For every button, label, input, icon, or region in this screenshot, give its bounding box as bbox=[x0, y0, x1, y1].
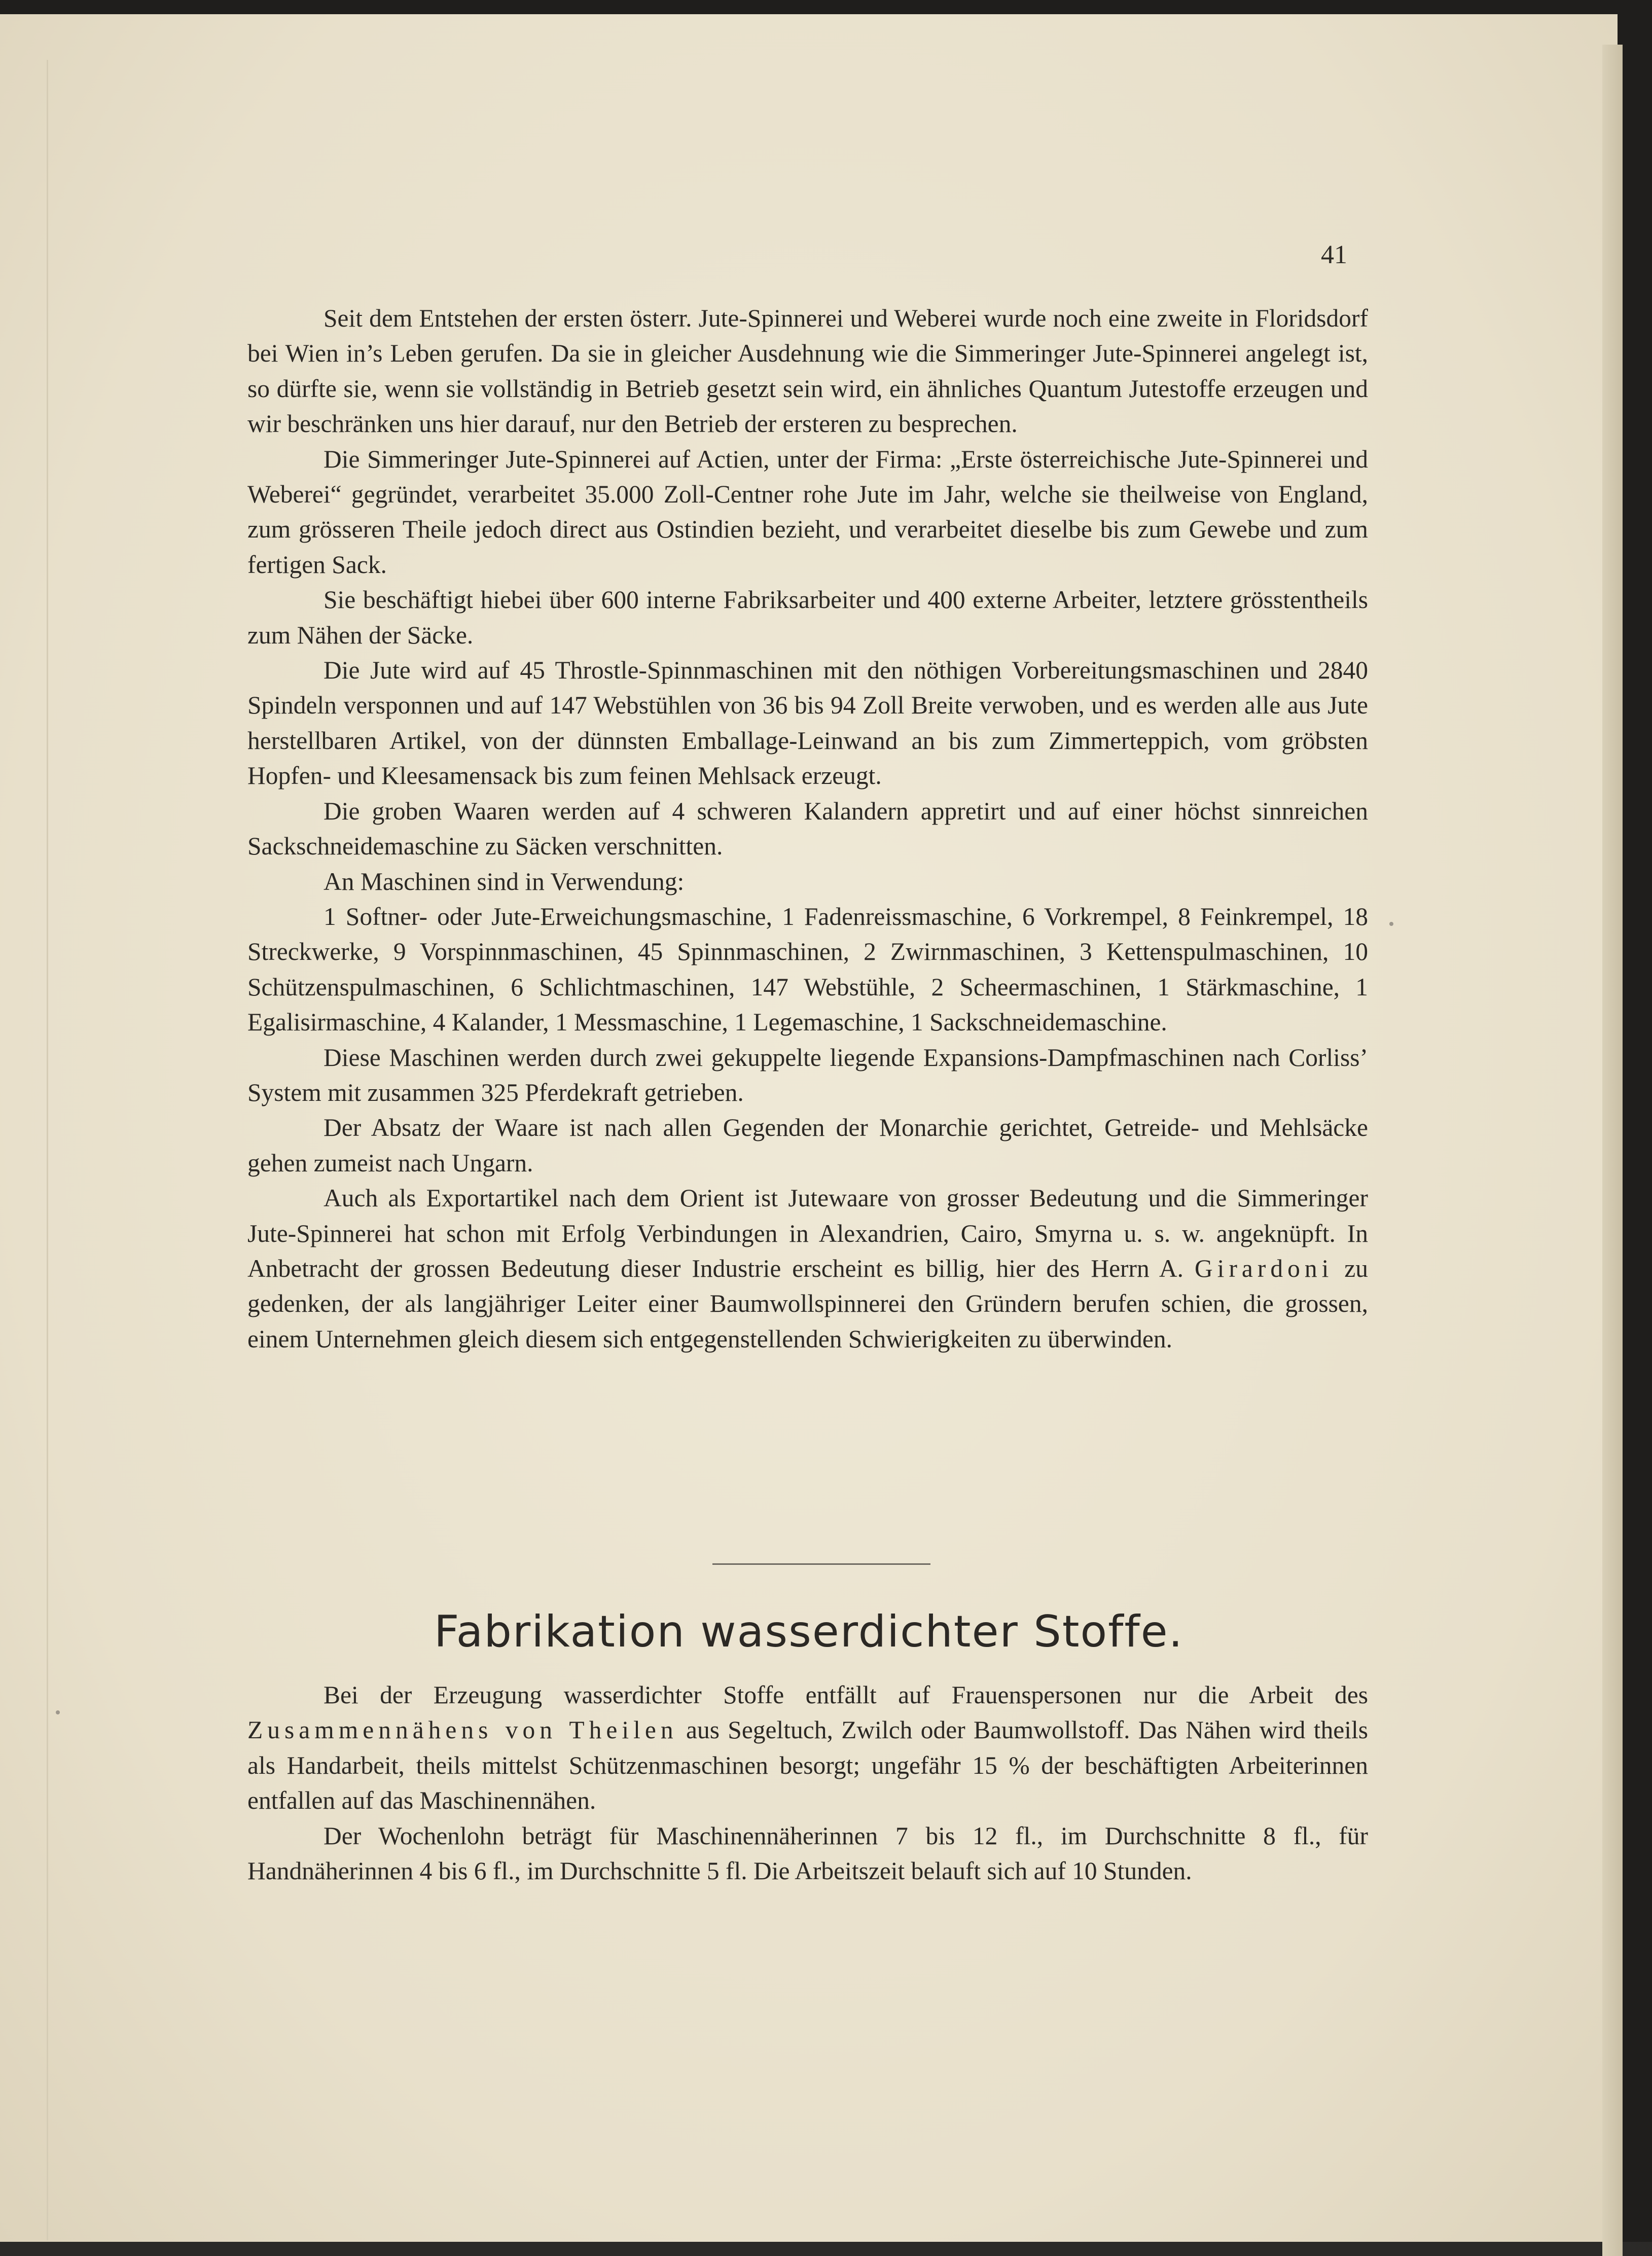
paragraph: An Maschinen sind in Verwendung: bbox=[324, 867, 685, 896]
book-page bbox=[0, 14, 1618, 2242]
paragraph: 1 Softner- oder Jute-Erweichungsmaschine, 1 Fadenreissmaschine, 6 Vorkrempel, 8 Feinkrempel, 18 Streckwerke, 9 Vorspinnmaschinen, 45 Spinnmaschinen, 2 Zwirnmaschinen, 3 Kettenspulmaschinen, 10 Schützenspulmaschinen, 6 Schlichtmaschinen, 147 Webstühle, 2 Scheermaschinen, 1 Stärkmaschine, 1 Egalisirmaschine, 4 Kalander, 1 Messmaschine, 1 Legemaschine, 1 Sackschneidemaschine. bbox=[247, 902, 1368, 1036]
paragraph: Der Absatz der Waare ist nach allen Gegenden der Monarchie gerichtet, Getreide- und Mehlsäcke gehen zumeist nach Ungarn. bbox=[247, 1114, 1368, 1177]
section-divider bbox=[712, 1563, 930, 1565]
paragraph: Seit dem Entstehen der ersten österr. Jute-Spinnerei und Weberei wurde noch eine zweite in Floridsdorf bei Wien in’s Leben gerufen. Da sie in gleicher Ausdehnung wie die Simmeringer Jute-Spinnerei angelegt ist, so dürfte sie, wenn sie vollständig in Betrieb gesetzt sein wird, ein ähnliches Quantum Jutestoffe erzeugen und wir beschränken uns hier darauf, nur den Betrieb der ersteren zu besprechen. bbox=[247, 304, 1368, 438]
page-number: 41 bbox=[1321, 240, 1347, 269]
section-text bbox=[247, 1677, 1368, 1888]
paper-speck bbox=[1389, 922, 1393, 926]
text-run: Auch als Exportartikel nach dem Orient ist Jutewaare von grosser Bedeutung und die Simmeringer Jute-Spinnerei hat schon mit Erfolg Verbindungen in Alexandrien, Cairo, Smyrna u. s. w. angeknüpft. In Anbetracht der grossen Bedeutung dieser Industrie erscheint es billig, hier des Herrn A. bbox=[247, 1184, 1368, 1282]
section-heading: Fabrikation wasserdichter Stoffe. bbox=[434, 1606, 1183, 1657]
paper-speck bbox=[56, 1710, 60, 1714]
page-gutter bbox=[47, 60, 48, 2240]
paragraph: Die Jute wird auf 45 Throstle-Spinnmaschinen mit den nöthigen Vorbereitungsmaschinen und 2840 Spindeln versponnen und auf 147 Webstühlen von 36 bis 94 Zoll Breite verwoben, und es werden alle aus Jute herstellbaren Artikel, von der dünnsten Emballage-Leinwand an bis zum Zimmerteppich, vom gröbsten Hopfen- und Kleesamensack bis zum feinen Mehlsack erzeugt. bbox=[247, 656, 1368, 790]
paragraph bbox=[247, 1180, 1368, 1356]
paragraph: Der Wochenlohn beträgt für Maschinennäherinnen 7 bis 12 fl., im Durchschnitte 8 fl., für Handnäherinnen 4 bis 6 fl., im Durchschnitte 5 fl. Die Arbeitszeit belauft sich auf 10 Stunden. bbox=[247, 1821, 1368, 1885]
paragraph bbox=[247, 1677, 1368, 1818]
main-text bbox=[247, 301, 1368, 1356]
text-run: aus Segeltuch, Zwilch oder Baumwollstoff. Das Nähen wird theils als Handarbeit, theils mittelst Schützenmaschinen besorgt; ungefähr 15 % der beschäftigten Arbeiterinnen entfallen auf das Maschinennähen. bbox=[247, 1716, 1368, 1815]
spaced-name: Girardoni bbox=[1194, 1254, 1334, 1282]
text-run: Bei der Erzeugung wasserdichter Stoffe entfällt auf Frauenspersonen nur die Arbeit des bbox=[324, 1681, 1368, 1709]
page-edge bbox=[1602, 45, 1623, 2256]
text-run: zu gedenken, der als langjähriger Leiter einer Baumwollspinnerei den Gründern berufen schien, die grossen, einem Unternehmen gleich diesem sich entgegenstellenden Schwierigkeiten zu überwinden. bbox=[247, 1254, 1369, 1353]
paragraph: Die groben Waaren werden auf 4 schweren Kalandern appretirt und auf einer höchst sinnreichen Sackschneidemaschine zu Säcken verschnitten. bbox=[247, 797, 1368, 861]
paragraph: Die Simmeringer Jute-Spinnerei auf Actien, unter der Firma: „Erste österreichische Jute-Spinnerei und Weberei“ gegründet, verarbeitet 35.000 Zoll-Centner rohe Jute im Jahr, welche sie theilweise von England, zum grösseren Theile jedoch direct aus Ostindien bezieht, und verarbeitet dieselbe bis zum Gewebe und zum fertigen Sack. bbox=[247, 445, 1368, 579]
paragraph: Sie beschäftigt hiebei über 600 interne Fabriksarbeiter und 400 externe Arbeiter, letztere grösstentheils zum Nähen der Säcke. bbox=[247, 586, 1368, 649]
spaced-text: Zusammennähens von Theilen bbox=[247, 1716, 678, 1744]
paragraph: Diese Maschinen werden durch zwei gekuppelte liegende Expansions-Dampfmaschinen nach Corliss’ System mit zusammen 325 Pferdekraft getrieben. bbox=[247, 1043, 1368, 1106]
